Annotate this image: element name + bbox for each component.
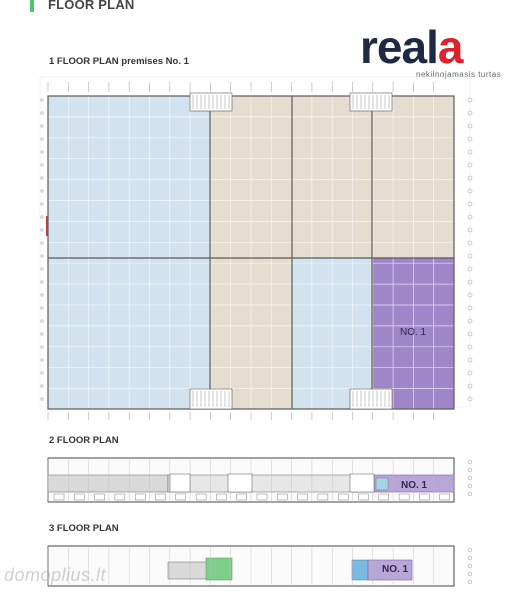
- floor2-corridor-west: [48, 475, 168, 492]
- floor2-plan: [48, 458, 454, 502]
- floor2-label: 2 FLOOR PLAN: [49, 435, 119, 446]
- floor3-label: 3 FLOOR PLAN: [49, 523, 119, 534]
- floor1-zone-east-top: [372, 96, 454, 258]
- floor1-plan: [40, 77, 472, 420]
- logo-word-dark: real: [360, 21, 438, 73]
- floor1-grid: [48, 96, 454, 409]
- floor3-corridor: [168, 562, 208, 579]
- floor2-corridor-middle: [168, 475, 374, 492]
- logo-word-accent: a: [437, 21, 463, 73]
- floor3-blue-room: [352, 560, 368, 580]
- floor3-unit-label: NO. 1: [382, 564, 409, 575]
- watermark: domoplius.lt: [4, 565, 107, 585]
- logo-tagline: nekilnojamasis turtas: [416, 70, 502, 79]
- floor3-green-core: [206, 558, 232, 580]
- page-title: FLOOR PLAN: [48, 0, 135, 12]
- floor2-unit-label: NO. 1: [401, 480, 428, 491]
- floor1-unit-label: NO. 1: [400, 327, 427, 338]
- floor1-label: 1 FLOOR PLAN premises No. 1: [49, 56, 189, 67]
